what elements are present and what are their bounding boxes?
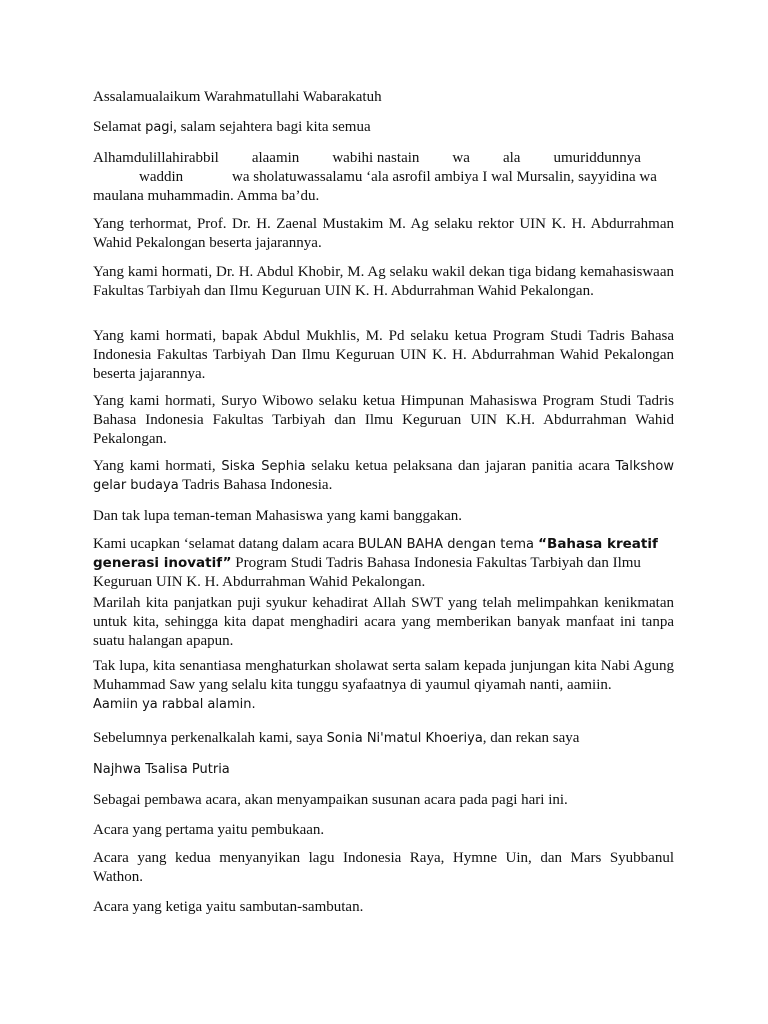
hamdalah-paragraph [93,149,674,206]
committee-event-name: Talkshow gelar budaya [93,459,675,493]
welcome-theme: “Bahasa kreatif generasi inovatif” [93,536,658,571]
respect-himpunan: Yang kami hormati, Suryo Wibowo selaku ketua Himpunan Mahasiswa Program Studi Tadris Bahasa Indonesia Fakultas Tarbiyah dan Ilmu Keguruan UIN K.H. Abdurrahman Wahid Pekalongan. [93,393,674,447]
hamdalah-word: umuriddunnya [553,150,641,166]
intro-pre: Sebelumnya perkenalkalah kami, saya [93,730,327,746]
committee-pre: Yang kami hormati, [93,458,222,474]
hamdalah-word: ala [502,150,521,166]
greeting: Assalamualaikum Warahmatullahi Wabarakatuh [93,89,382,105]
agenda-second: Acara yang kedua menyanyikan lagu Indonesia Raya, Hymne Uin, dan Mars Syubbanul Wathon. [93,850,674,885]
hamdalah-word: wa [452,150,470,166]
intro-post: , dan rekan saya [482,730,580,746]
morning-greeting [93,118,371,137]
intro-paragraph [93,729,674,748]
aamiin-text: Aamiin ya rabbal alamin. [93,697,256,712]
sholawat-text: Tak lupa, kita senantiasa menghaturkan sholawat serta salam kepada junjungan kita Nabi Agung Muhammad Saw yang selalu kita tunggu syafaatnya di yaumul qiyamah nanti, aamiin. [93,658,674,693]
respect-vice-dean: Yang kami hormati, Dr. H. Abdul Khobir, M. Ag selaku wakil dekan tiga bidang kemahasiswaan Fakultas Tarbiyah dan Ilmu Keguruan UIN K. H. Abdurrahman Wahid Pekalongan. [93,264,674,299]
hamdalah-word: waddin [139,169,184,185]
welcome-event: BULAN BAHA dengan tema [357,537,539,552]
respect-rector: Yang terhormat, Prof. Dr. H. Zaenal Mustakim M. Ag selaku rektor UIN K. H. Abdurrahman Wahid Pekalongan beserta jajarannya. [93,216,674,251]
committee-post: Tadris Bahasa Indonesia. [178,477,333,493]
hamdalah-line-3: maulana muhammadin. Amma ba’du. [93,188,320,204]
morning-pre: Selamat [93,119,146,135]
hamdalah-text: wa sholatuwassalamu ‘ala asrofil ambiya I wal Mursalin, sayyidina wa [232,169,657,185]
welcome-post: Program Studi Tadris Bahasa Indonesia Fakultas Tarbiyah dan Ilmu Keguruan UIN K. H. Abdurrahman Wahid Pekalongan. [93,555,641,590]
gratitude-paragraph: Marilah kita panjatkan puji syukur kehadirat Allah SWT yang telah melimpahkan kenikmatan untuk kita, sehingga kita dapat menghadiri acara yang memberikan banyak manfaat ini tanpa suatu halangan apapun. [93,595,674,649]
partner-name: Najhwa Tsalisa Putria [93,762,230,777]
respect-head-program: Yang kami hormati, bapak Abdul Mukhlis, M. Pd selaku ketua Program Studi Tadris Bahasa Indonesia Fakultas Tarbiyah Dan Ilmu Keguruan UIN K. H. Abdurrahman Wahid Pekalongan beserta jajarannya. [93,328,674,382]
welcome-paragraph [93,535,674,592]
intro-mc-name: Sonia Ni'matul Khoeriya [326,731,483,746]
committee-chair-name: Siska Sephia [221,459,306,474]
sholawat-paragraph [93,657,674,714]
hamdalah-word: alaamin [251,150,300,166]
committee-mid: selaku ketua pelaksana dan jajaran panitia acara [305,458,616,474]
hamdalah-word: wabihi nastain [332,150,420,166]
welcome-pre: Kami ucapkan ‘selamat datang dalam acara [93,536,358,552]
morning-word: pagi [145,120,174,135]
hamdalah-line-1 [93,149,641,168]
morning-post: , salam sejahtera bagi kita semua [173,119,371,135]
agenda-first: Acara yang pertama yaitu pembukaan. [93,822,325,838]
hamdalah-line-2 [93,168,674,187]
hamdalah-word: Alhamdulillahirabbil [93,150,219,166]
respect-friends: Dan tak lupa teman-teman Mahasiswa yang kami banggakan. [93,508,463,524]
agenda-intro: Sebagai pembawa acara, akan menyampaikan susunan acara pada pagi hari ini. [93,792,568,808]
respect-committee [93,457,674,495]
agenda-third: Acara yang ketiga yaitu sambutan-sambutan. [93,899,364,915]
